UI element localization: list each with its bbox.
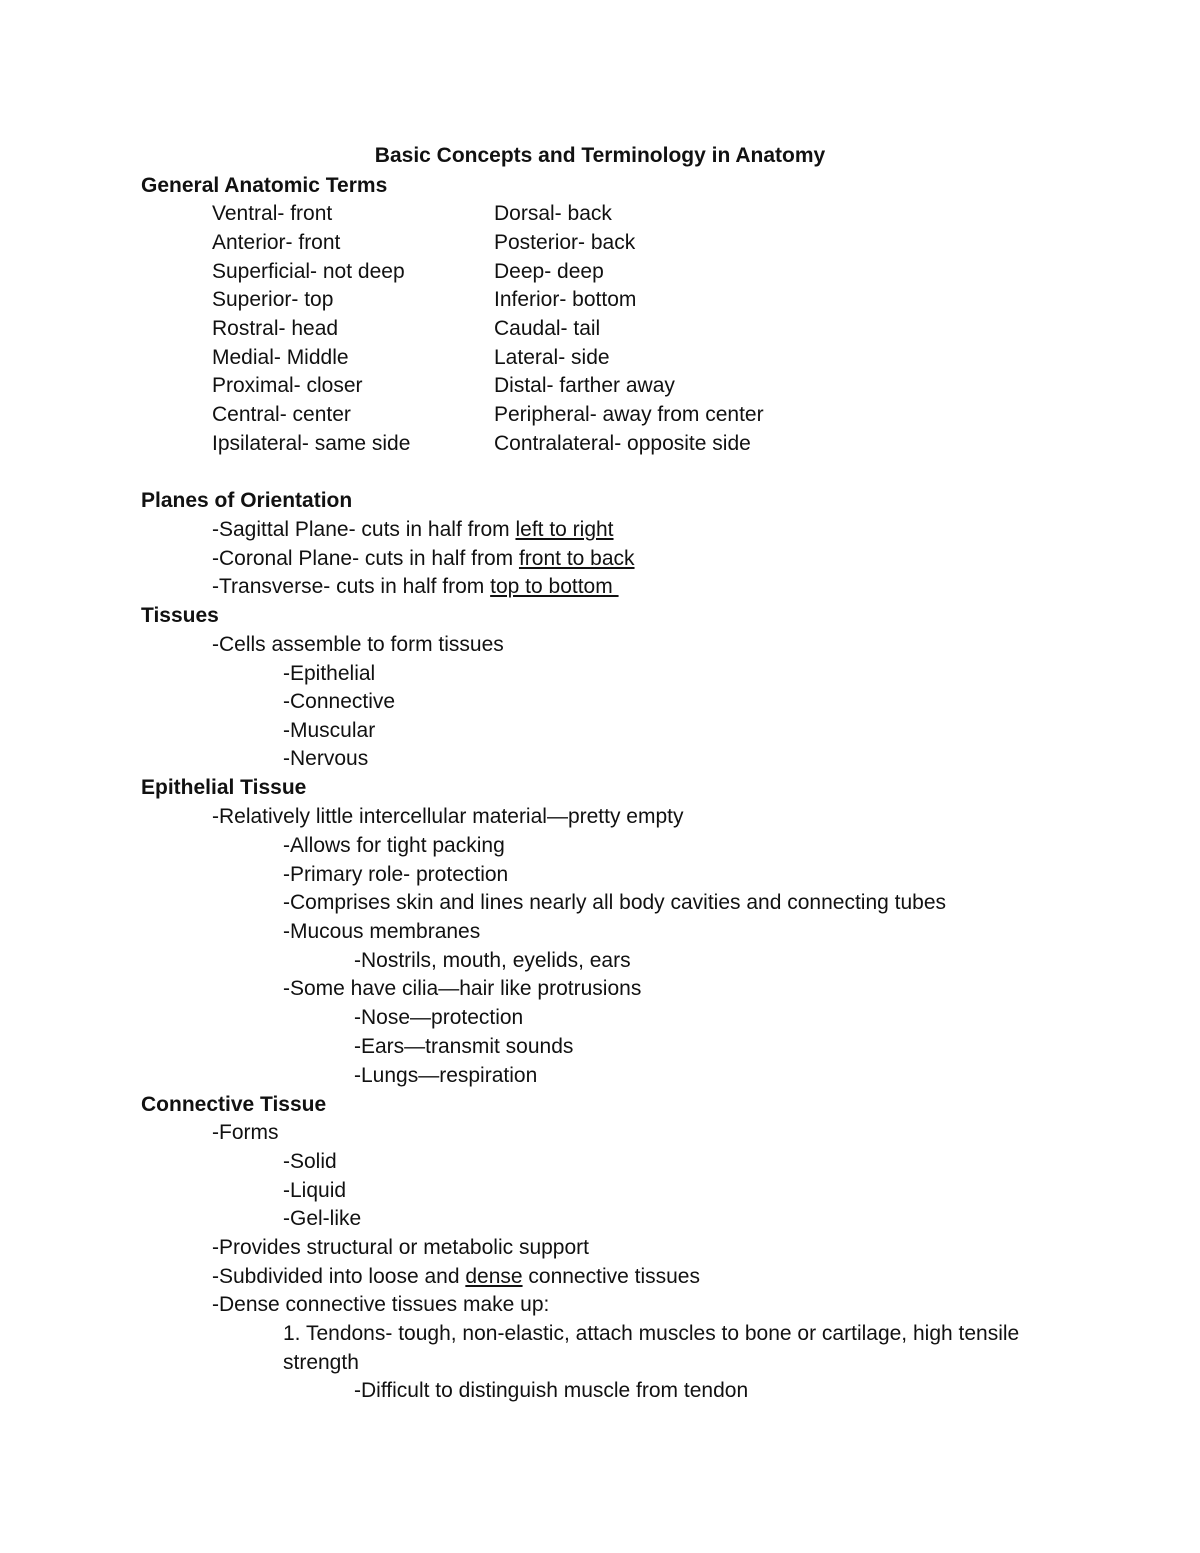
tissue-type: -Muscular	[283, 719, 376, 742]
connective-subdivided	[212, 1263, 700, 1291]
plane-item	[212, 573, 619, 601]
epithelial-heading: Epithelial Tissue	[141, 776, 307, 799]
connective-form-type: -Solid	[283, 1150, 337, 1173]
dense-intro: -Dense connective tissues make up:	[212, 1293, 550, 1316]
cilia-sub-item: -Lungs—respiration	[354, 1064, 538, 1087]
term-left: Anterior- front	[212, 231, 341, 254]
term-right: Caudal- tail	[494, 317, 601, 340]
term-right: Deep- deep	[494, 260, 604, 283]
term-left: Superior- top	[212, 288, 334, 311]
cilia-sub-item: -Ears—transmit sounds	[354, 1035, 574, 1058]
tissue-type: -Epithelial	[283, 662, 376, 685]
plane-text: -Sagittal Plane- cuts in half from	[212, 518, 516, 541]
epithelial-item: -Comprises skin and lines nearly all body cavities and connecting tubes	[283, 891, 947, 914]
plane-text: -Transverse- cuts in half from	[212, 575, 491, 598]
mucous-sub-item: -Nostrils, mouth, eyelids, ears	[354, 949, 631, 972]
connective-heading: Connective Tissue	[141, 1093, 327, 1116]
term-right: Contralateral- opposite side	[494, 432, 751, 455]
tissue-type: -Nervous	[283, 747, 369, 770]
cilia-sub-item: -Nose—protection	[354, 1006, 524, 1029]
plane-text: -Coronal Plane- cuts in half from	[212, 547, 519, 570]
tendons-item: 1. Tendons- tough, non-elastic, attach muscles to bone or cartilage, high tensile	[283, 1322, 1020, 1345]
cilia-item: -Some have cilia—hair like protrusions	[283, 977, 642, 1000]
plane-direction: top to bottom	[490, 575, 619, 598]
term-right: Inferior- bottom	[494, 288, 637, 311]
term-right: Posterior- back	[494, 231, 636, 254]
term-right: Distal- farther away	[494, 374, 675, 397]
subdivided-dense: dense	[465, 1265, 523, 1288]
term-left: Rostral- head	[212, 317, 339, 340]
term-right: Dorsal- back	[494, 202, 612, 225]
plane-direction: front to back	[518, 547, 635, 570]
term-right: Peripheral- away from center	[494, 403, 764, 426]
term-left: Central- center	[212, 403, 351, 426]
connective-form-type: -Liquid	[283, 1179, 347, 1202]
plane-direction: left to right	[515, 518, 614, 541]
connective-form-type: -Gel-like	[283, 1207, 362, 1230]
subdivided-text: -Subdivided into loose and	[212, 1265, 466, 1288]
term-left: Superficial- not deep	[212, 260, 405, 283]
tendons-sub-item: -Difficult to distinguish muscle from tendon	[354, 1379, 749, 1402]
term-left: Proximal- closer	[212, 374, 363, 397]
tendons-item-continued: strength	[283, 1351, 359, 1374]
general-terms-heading: General Anatomic Terms	[141, 174, 388, 197]
document-title: Basic Concepts and Terminology in Anatomy	[374, 144, 826, 167]
plane-item	[212, 545, 635, 573]
term-left: Ipsilateral- same side	[212, 432, 411, 455]
subdivided-suffix: connective tissues	[522, 1265, 700, 1288]
term-right: Lateral- side	[494, 346, 610, 369]
epithelial-item: -Primary role- protection	[283, 863, 509, 886]
planes-heading: Planes of Orientation	[141, 489, 353, 512]
tissue-type: -Connective	[283, 690, 396, 713]
tissues-intro: -Cells assemble to form tissues	[212, 633, 504, 656]
term-left: Ventral- front	[212, 202, 333, 225]
epithelial-item: -Allows for tight packing	[283, 834, 505, 857]
connective-forms: -Forms	[212, 1121, 279, 1144]
connective-support: -Provides structural or metabolic support	[212, 1236, 589, 1259]
epithelial-item: -Mucous membranes	[283, 920, 481, 943]
epithelial-intro: -Relatively little intercellular material—pretty empty	[212, 805, 684, 828]
tissues-heading: Tissues	[141, 604, 219, 627]
plane-item	[212, 516, 614, 544]
term-left: Medial- Middle	[212, 346, 349, 369]
